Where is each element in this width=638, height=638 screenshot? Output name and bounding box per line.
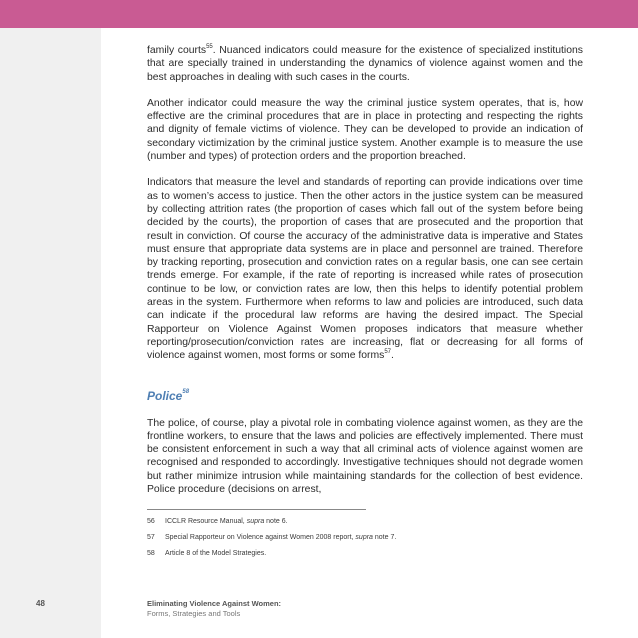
footnote-number: 56 — [147, 518, 155, 526]
footnote-ref: 57 — [384, 349, 392, 356]
page-number: 48 — [36, 599, 45, 608]
footnote-divider — [147, 509, 366, 510]
footnote — [147, 549, 583, 558]
footnote — [147, 517, 583, 526]
footnote-number: 57 — [147, 534, 155, 542]
footnote — [147, 533, 583, 542]
top-color-band — [0, 0, 638, 28]
footer-subtitle: Forms, Strategies and Tools — [147, 608, 241, 618]
paragraph-1 — [147, 44, 583, 84]
section-heading — [147, 389, 583, 403]
paragraph-text: . Nuanced indicators could measure for the existence of specialized institutions that are specially trained in understanding the dynamics of violence against women and the best approaches in dealing with such cases in the courts. — [147, 45, 583, 83]
footnote-ref: 55 — [206, 44, 213, 50]
footnote-number: 58 — [147, 550, 155, 558]
left-margin-band — [0, 28, 101, 638]
running-footer — [147, 599, 281, 618]
section-heading-text: Police — [147, 388, 183, 403]
footnote-text: Article 8 of the Model Strategies. — [165, 550, 267, 558]
paragraph-text: . — [391, 350, 394, 362]
footnote-text: ICCLR Resource Manual, supra note 6. — [165, 518, 288, 526]
paragraph-4: The police, of course, play a pivotal role in combating violence against women, as they are the frontline workers, to ensure that the laws and policies are effectively implemented. There must be consistent enforcement in such a way that all criminal acts of violence against women are recognised and responded to accordingly. Investigative techniques should not degrade women but rather minimize intrusion while maintaining standards for the collection of best evidence. Police procedure (decisions on arrest, — [147, 417, 583, 496]
paragraph-2: Another indicator could measure the way the criminal justice system operates, that is, how effective are the criminal procedures that are in place in protecting and respecting the rights and dignity of female victims of violence. They can be developed to provide an indication of secondary victimization by the criminal justice system. Another example is to measure the use (number and types) of protection orders and the proportion breached. — [147, 97, 583, 163]
footer-title: Eliminating Violence Against Women: — [147, 599, 282, 608]
paragraph-text: family courts — [147, 45, 207, 56]
paragraph-text: Indicators that measure the level and standards of reporting can provide indications over time as to women’s access to justice. Then the other actors in the justice system can be measured by collecting attrition rates (the proportion of cases which fall out of the system before being decided by the courts), the proportion of cases that are prosecuted and the proportion that result in conviction. Of course the accuracy of the administrative data is imperative and States must ensure that appropriate data systems are in place and personnel are trained. Therefore by tracking reporting, prosecution and conviction rates on a regular basis, one can see certain trends emerge. For example, if the rate of reporting is increased while rates of prosecution continue to be low, or conviction rates are low, then this helps to identify potential problem areas in the system. Furthermore when reforms to law and policies are introduced, such data can indicate if the procedural law reforms are having the desired impact. The Special Rapporteur on Violence Against Women proposes indicators that measure whether reporting/prosecution/conviction rates are increasing, flat or decreasing for all forms of violence against women, most forms or some forms — [147, 177, 583, 362]
paragraph-3 — [147, 176, 583, 362]
footnote-ref: 58 — [182, 388, 190, 395]
page-body — [147, 44, 583, 565]
footnote-text: Special Rapporteur on Violence against Women 2008 report, supra note 7. — [165, 534, 397, 542]
